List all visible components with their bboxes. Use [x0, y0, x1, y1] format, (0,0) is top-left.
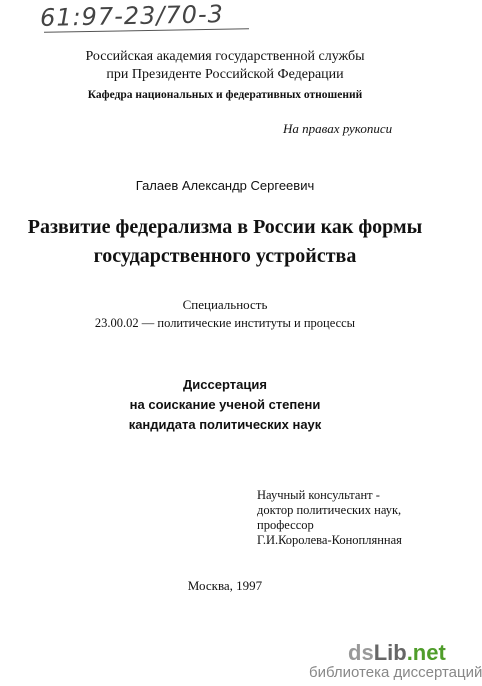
adviser-line-4: Г.И.Королева-Коноплянная — [257, 533, 402, 547]
dslib-watermark-logo — [348, 640, 446, 666]
title-line-1: Развитие федерализма в России как формы — [27, 216, 423, 238]
watermark-lib: Lib — [373, 640, 407, 665]
city-year: Москва, 1997 — [187, 578, 263, 593]
rights-note: На правах рукописи — [283, 121, 393, 136]
institution-line-1: Российская академия государственной службы — [85, 49, 365, 64]
author-name: Галаев Александр Сергеевич — [135, 178, 315, 193]
handwritten-archive-code: 61:97-23/70-3 — [39, 0, 225, 32]
degree-line-3: кандидата политических наук — [128, 417, 322, 432]
institution-line-2: при Президенте Российской Федерации — [106, 67, 344, 82]
institution-name — [0, 48, 450, 84]
watermark-net: .net — [406, 640, 446, 665]
specialty-heading: Специальность — [182, 297, 268, 312]
title-line-2: государственного устройства — [93, 245, 357, 267]
dissertation-title — [0, 213, 450, 271]
watermark-subtitle: библиотека диссертаций — [309, 664, 482, 681]
degree-line-2: на соискание ученой степени — [129, 397, 321, 412]
specialty-code-line: 23.00.02 — политические институты и процессы — [94, 316, 356, 330]
adviser-line-3: профессор — [257, 518, 314, 532]
adviser-line-1: Научный консультант - — [257, 488, 380, 502]
department-name: Кафедра национальных и федеративных отношений — [87, 89, 363, 101]
adviser-line-2: доктор политических наук, — [257, 503, 402, 517]
scientific-adviser-block — [257, 488, 402, 548]
watermark-ds: ds — [348, 640, 374, 665]
dissertation-degree-block — [0, 375, 450, 435]
degree-line-1: Диссертация — [183, 377, 267, 392]
